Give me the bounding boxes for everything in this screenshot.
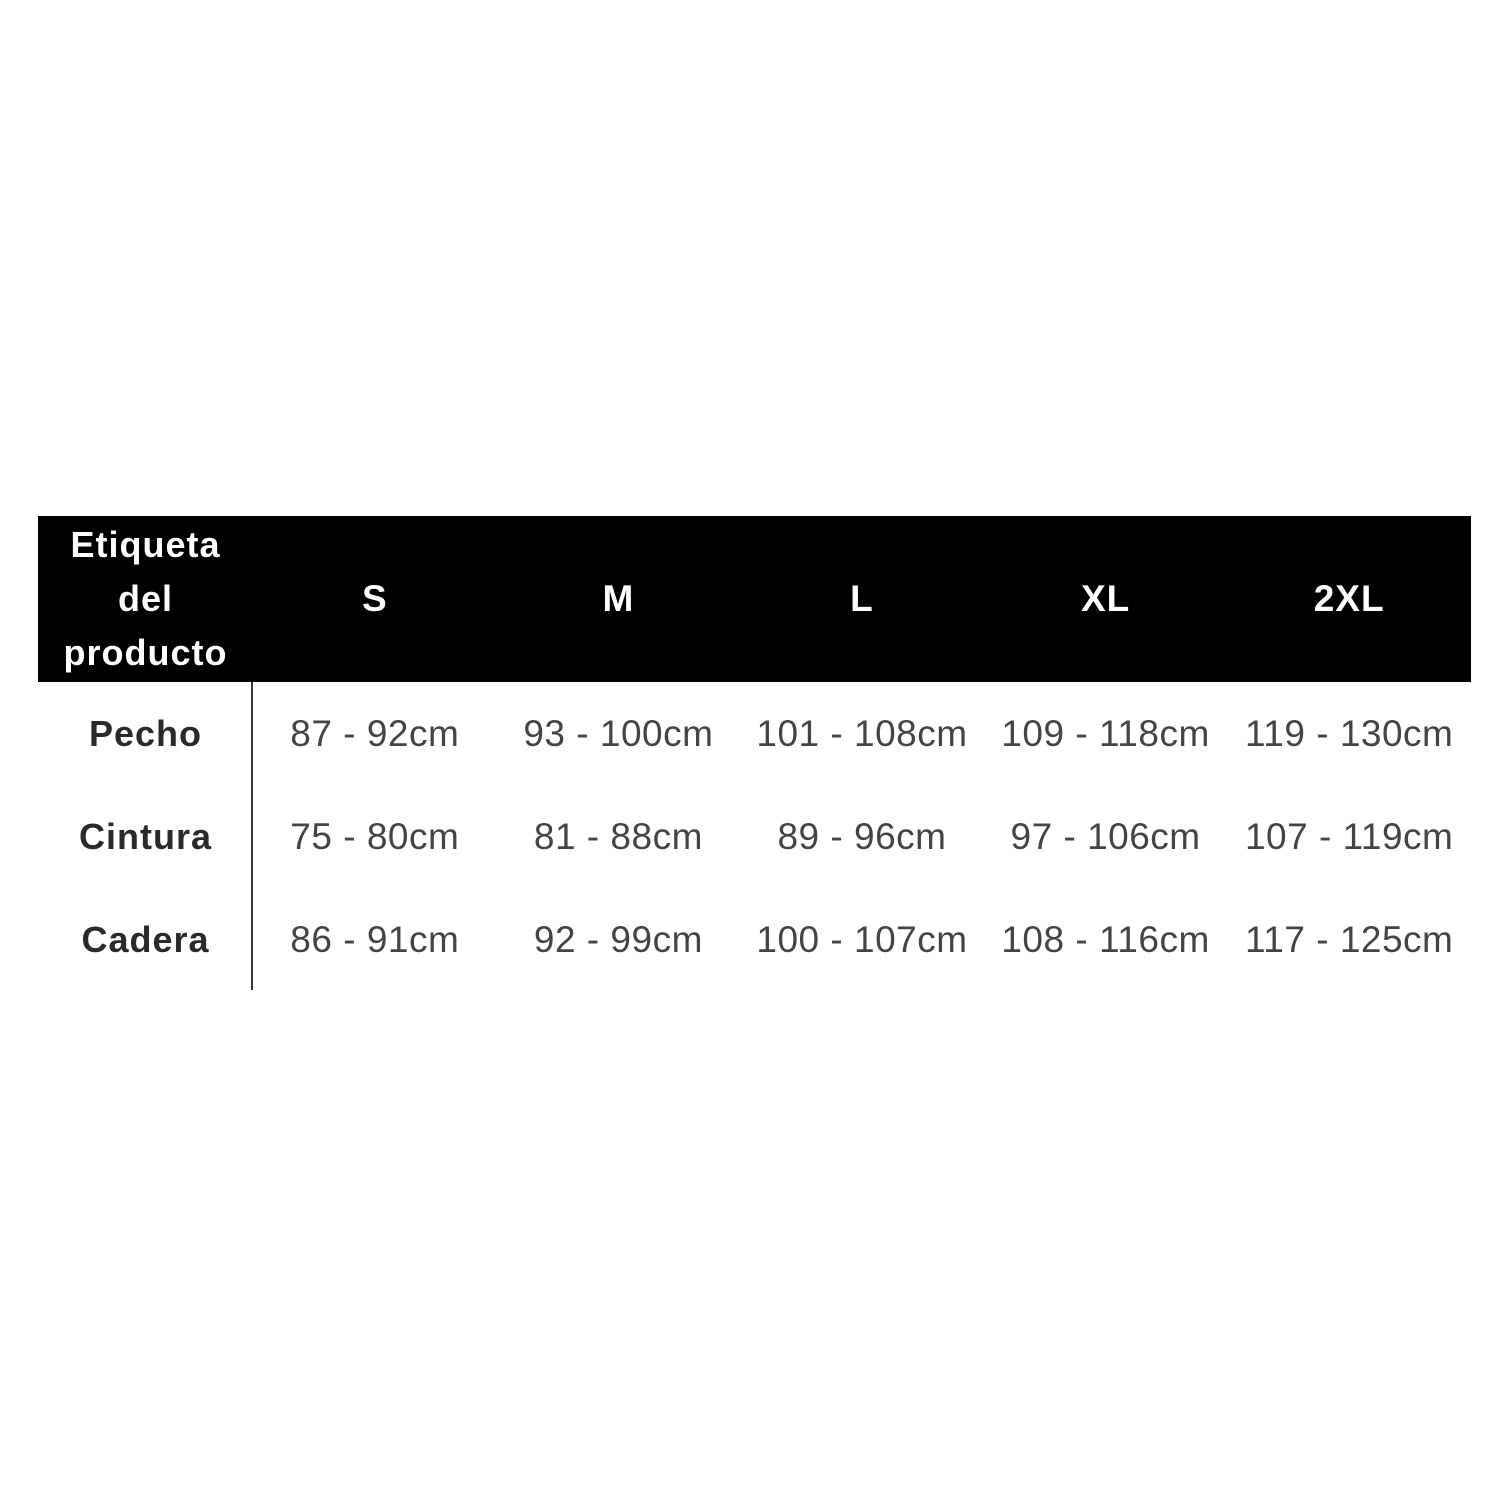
table-cell: 87 - 92cm — [290, 712, 460, 754]
table-cell: 101 - 108cm — [756, 712, 968, 754]
table-cell: 109 - 118cm — [1001, 712, 1210, 754]
table-body — [38, 682, 1471, 991]
table-cell: 100 - 107cm — [756, 918, 968, 960]
table-cell: 75 - 80cm — [290, 815, 460, 857]
table-cell: 108 - 116cm — [1001, 918, 1210, 960]
row-label-chest: Pecho — [88, 712, 203, 754]
size-header-l: L — [850, 578, 874, 619]
table-cell: 92 - 99cm — [533, 918, 703, 960]
table-cell: 97 - 106cm — [1010, 815, 1201, 857]
table-cell: 117 - 125cm — [1244, 918, 1454, 960]
size-chart-table — [38, 516, 1471, 991]
header-label: Etiqueta del producto — [63, 524, 228, 673]
table-cell: 81 - 88cm — [533, 815, 703, 857]
table-cell: 119 - 130cm — [1244, 712, 1454, 754]
size-header-xl: XL — [1080, 578, 1131, 619]
column-divider — [251, 682, 253, 990]
size-header-s: S — [361, 578, 388, 619]
size-header-2xl: 2XL — [1313, 578, 1385, 619]
table-header-row — [38, 516, 1471, 682]
size-header-m: M — [602, 578, 635, 619]
table-cell: 93 - 100cm — [523, 712, 714, 754]
table-cell: 89 - 96cm — [777, 815, 947, 857]
row-label-hip: Cadera — [81, 918, 210, 960]
table-cell: 86 - 91cm — [290, 918, 460, 960]
row-label-waist: Cintura — [79, 815, 212, 857]
table-cell: 107 - 119cm — [1244, 815, 1454, 857]
